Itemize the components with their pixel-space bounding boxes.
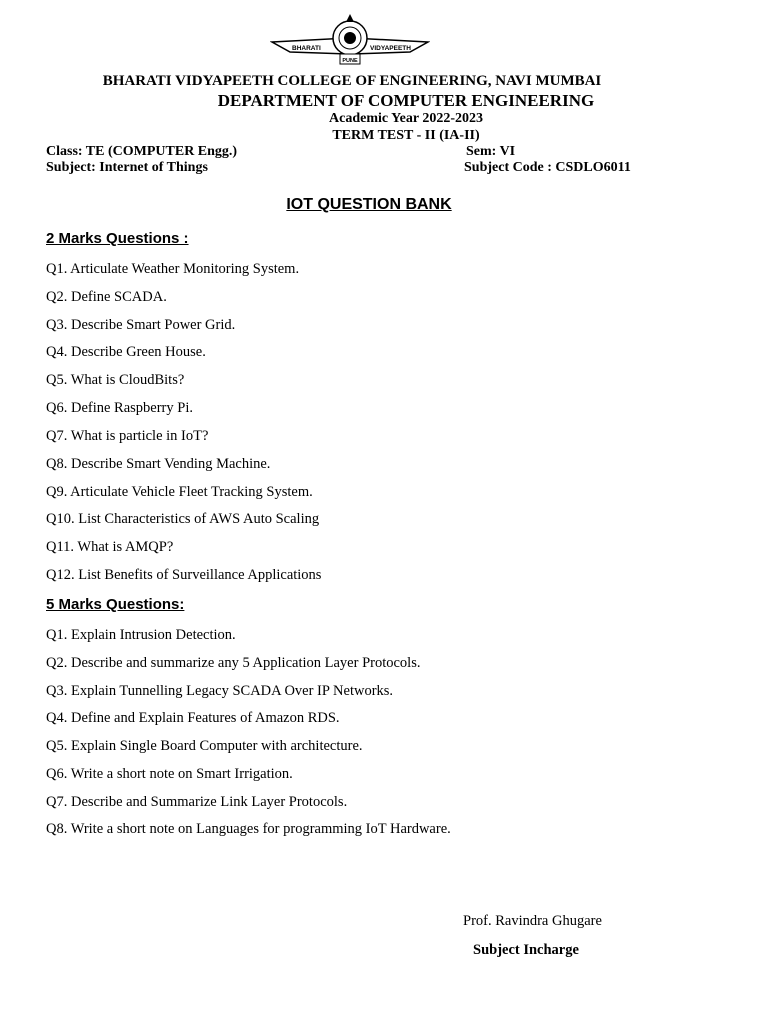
- five-marks-heading: 5 Marks Questions:: [46, 596, 185, 613]
- term-test: TERM TEST - II (IA-II): [332, 128, 480, 143]
- semester-info: Sem: VI: [466, 144, 516, 159]
- question-item: Q2. Describe and summarize any 5 Application Layer Protocols.: [46, 655, 421, 671]
- page-title: IOT QUESTION BANK: [286, 196, 452, 213]
- department-name: DEPARTMENT OF COMPUTER ENGINEERING: [217, 91, 595, 110]
- question-item: Q6. Write a short note on Smart Irrigation.: [46, 766, 293, 782]
- signature-name: Prof. Ravindra Ghugare: [463, 913, 602, 929]
- college-logo: [270, 12, 430, 68]
- question-item: Q3. Describe Smart Power Grid.: [46, 317, 236, 333]
- question-item: Q7. What is particle in IoT?: [46, 428, 209, 444]
- question-item: Q8. Write a short note on Languages for programming IoT Hardware.: [46, 821, 451, 837]
- question-item: Q2. Define SCADA.: [46, 289, 167, 305]
- question-item: Q3. Explain Tunnelling Legacy SCADA Over IP Networks.: [46, 683, 394, 699]
- question-item: Q9. Articulate Vehicle Fleet Tracking System.: [46, 484, 313, 500]
- question-item: Q4. Describe Green House.: [46, 344, 206, 360]
- question-item: Q1. Articulate Weather Monitoring System.: [46, 261, 300, 277]
- signature-role: Subject Incharge: [473, 942, 579, 958]
- logo-right-text: VIDYAPEETH: [370, 45, 411, 52]
- question-item: Q7. Describe and Summarize Link Layer Protocols.: [46, 794, 348, 810]
- question-item: Q12. List Benefits of Surveillance Applications: [46, 567, 322, 583]
- academic-year: Academic Year 2022-2023: [329, 111, 483, 126]
- logo-bottom-text: PUNE: [342, 58, 358, 64]
- two-marks-heading: 2 Marks Questions :: [46, 230, 189, 247]
- question-item: Q4. Define and Explain Features of Amazon RDS.: [46, 710, 340, 726]
- question-item: Q11. What is AMQP?: [46, 539, 174, 555]
- question-item: Q5. Explain Single Board Computer with architecture.: [46, 738, 363, 754]
- college-name: BHARATI VIDYAPEETH COLLEGE OF ENGINEERING, NAVI MUMBAI: [102, 73, 602, 89]
- question-item: Q1. Explain Intrusion Detection.: [46, 627, 236, 643]
- question-item: Q5. What is CloudBits?: [46, 372, 185, 388]
- question-item: Q8. Describe Smart Vending Machine.: [46, 456, 271, 472]
- subject-info: Subject: Internet of Things: [46, 160, 208, 175]
- question-item: Q6. Define Raspberry Pi.: [46, 400, 193, 416]
- logo-left-text: BHARATI: [292, 45, 321, 52]
- subject-code: Subject Code : CSDLO6011: [464, 160, 631, 175]
- class-info: Class: TE (COMPUTER Engg.): [46, 144, 238, 159]
- question-item: Q10. List Characteristics of AWS Auto Scaling: [46, 511, 320, 527]
